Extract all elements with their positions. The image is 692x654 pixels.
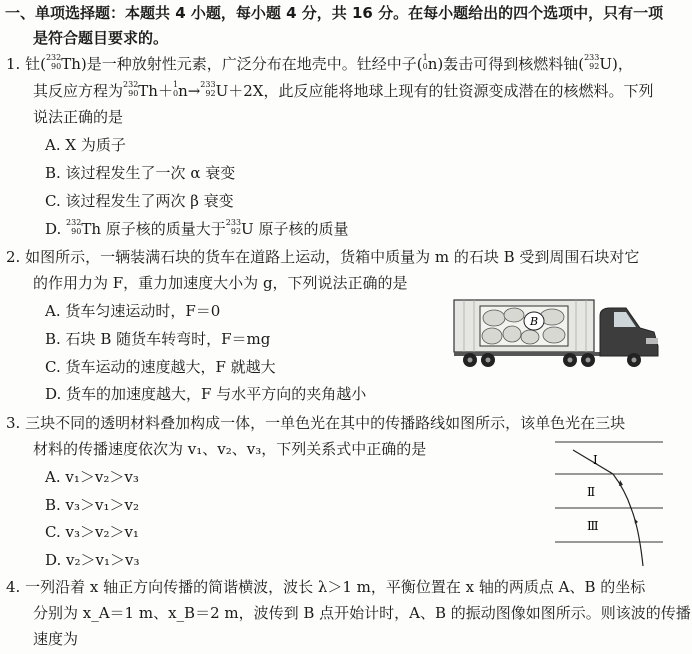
q2-stem-line1: 2. 如图所示，一辆装满石块的货车在道路上运动，货箱中质量为 m 的石块 B 受到周围石块对它 <box>6 248 640 266</box>
nuclide-u: 233 92 <box>584 53 600 71</box>
section-title-line2: 是符合题目要求的。 <box>33 29 169 47</box>
q1-stem-line3: 说法正确的是 <box>33 108 124 126</box>
layer-1-label: Ⅰ <box>593 453 598 467</box>
q4-stem-line3: 速度为 <box>33 630 79 648</box>
nuclide-n: 1 0 <box>422 53 428 71</box>
q3-stem-line2: 材料的传播速度依次为 v₁、v₂、v₃，下列关系式中正确的是 <box>33 440 427 458</box>
q2-option-a[interactable]: A. 货车匀速运动时，F＝0 <box>45 302 221 320</box>
q3-option-c[interactable]: C. v₃＞v₂＞v₁ <box>45 523 139 541</box>
q2-option-b[interactable]: B. 石块 B 随货车转弯时，F＝mg <box>45 330 271 348</box>
q3-stem-line1: 3. 三块不同的透明材料叠加构成一体，一单色光在其中的传播路线如图所示，该单色光在三块 <box>6 414 626 432</box>
q1-option-c[interactable]: C. 该过程发生了两次 β 衰变 <box>45 192 234 210</box>
q1-option-b[interactable]: B. 该过程发生了一次 α 衰变 <box>45 164 236 182</box>
q4-stem-line1: 4. 一列沿着 x 轴正方向传播的简谐横波，波长 λ＞1 m，平衡位置在 x 轴的两质点 A、B 的坐标 <box>6 578 646 596</box>
nuclide-th: 232 90 <box>45 53 62 71</box>
q2-option-d[interactable]: D. 货车的加速度越大，F 与水平方向的夹角越小 <box>45 385 367 403</box>
layer-3-label: Ⅲ <box>587 519 599 533</box>
q1-stem-line1: 1. 钍( 232 90 Th)是一种放射性元素，广泛分布在地壳中。钍经中子( 1 0 n)轰击可得到核燃料铀( 233 92 U)， <box>6 53 633 73</box>
q4-stem-line2: 分别为 x_A＝1 m、x_B＝2 m，波传到 B 点开始计时，A、B 的振动图像如图所示。则该波的传播 <box>33 604 691 622</box>
truck-figure <box>450 296 662 370</box>
q3-option-d[interactable]: D. v₂＞v₁＞v₃ <box>45 551 140 569</box>
section-title-line1: 一、单项选择题：本题共 4 小题，每小题 4 分，共 16 分。在每小题给出的四个选项中，只有一项 <box>5 4 664 22</box>
q1-option-d[interactable]: D. 232 90 Th 原子核的质量大于 233 92 U 原子核的质量 <box>45 218 349 238</box>
q1-stem-line2: 其反应方程为 232 90 Th＋ 1 0 n→ 233 92 U＋2X，此反应能将地球上现有的钍资源变成潜在的核燃料。下列 <box>33 80 654 100</box>
layer-2-label: Ⅱ <box>587 485 596 499</box>
q3-option-a[interactable]: A. v₁＞v₂＞v₃ <box>45 468 139 486</box>
stone-b-label: B <box>530 315 539 328</box>
refraction-figure <box>553 438 665 568</box>
q1-option-a[interactable]: A. X 为质子 <box>45 136 126 154</box>
q2-stem-line2: 的作用力为 F，重力加速度大小为 g，下列说法正确的是 <box>33 274 408 292</box>
q3-option-b[interactable]: B. v₃＞v₁＞v₂ <box>45 496 140 514</box>
q2-option-c[interactable]: C. 货车运动的速度越大，F 就越大 <box>45 358 276 376</box>
